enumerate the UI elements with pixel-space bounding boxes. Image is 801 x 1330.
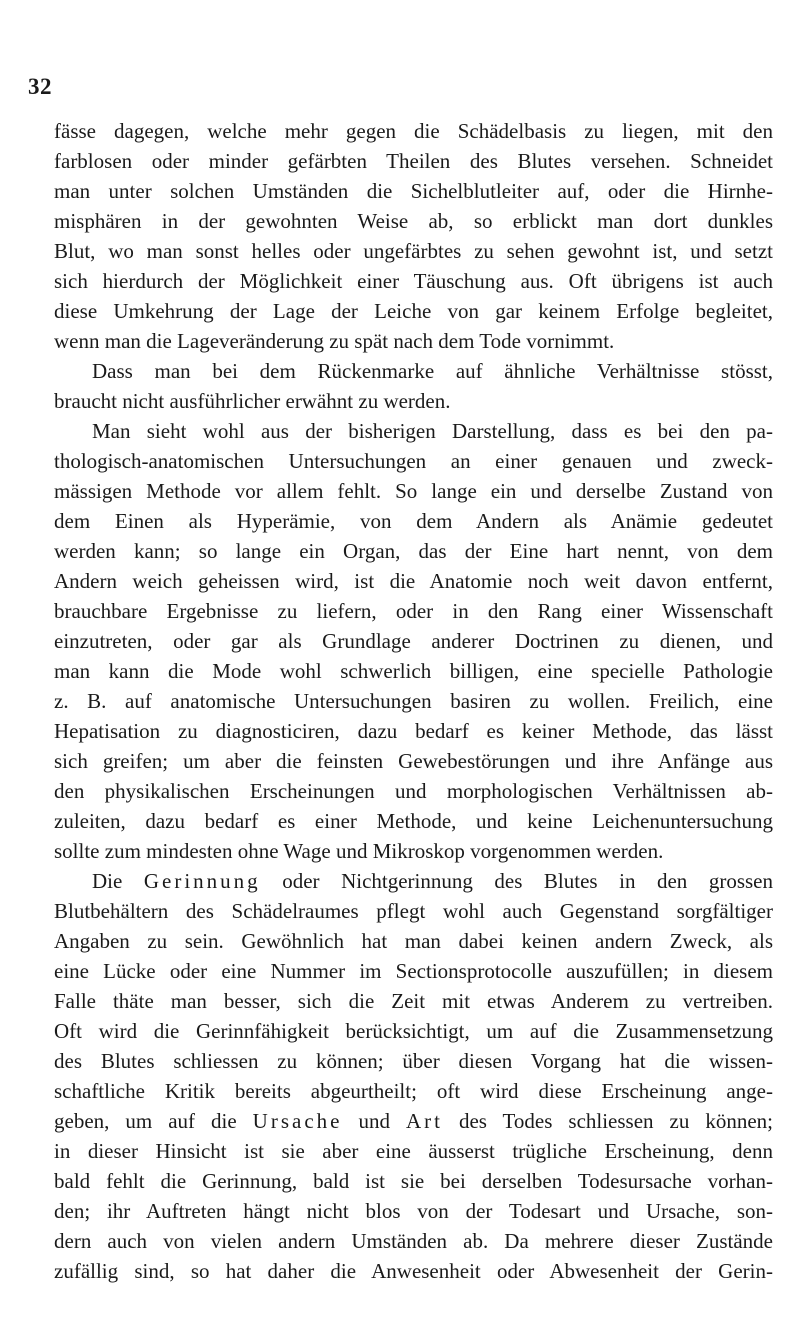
text-line: werden kann; so lange ein Organ, das der Eine hart nennt, von dem (54, 539, 773, 563)
paragraph-group-3 (54, 1136, 773, 1286)
paragraph-group-1 (54, 116, 773, 866)
text-line: schaftliche Kritik bereits abgeurtheilt; oft wird diese Erscheinung ange- (54, 1079, 773, 1103)
text-line: dem Einen als Hyperämie, von dem Andern als Anämie gedeutet (54, 509, 773, 533)
text-segment: geben, um auf die (54, 1109, 253, 1133)
text-line: Hepatisation zu diagnosticiren, dazu bedarf es keiner Methode, das lässt (54, 719, 773, 743)
text-line: den physikalischen Erscheinungen und morphologischen Verhältnissen ab- (54, 779, 773, 803)
text-line: des Blutes schliessen zu können; über diesen Vorgang hat die wissen- (54, 1049, 773, 1073)
emphasis-spaced: Art (405, 1109, 443, 1133)
text-segment: des Todes schliessen zu können; (442, 1109, 774, 1133)
text-line: Andern weich geheissen wird, ist die Anatomie noch weit davon entfernt, (54, 569, 773, 593)
text-line: man unter solchen Umständen die Sichelblutleiter auf, oder die Hirnhe- (54, 179, 773, 203)
text-line: wenn man die Lageveränderung zu spät nach dem Tode vornimmt. (54, 329, 615, 353)
text-line: Blut, wo man sonst helles oder ungefärbtes zu sehen gewohnt ist, und setzt (54, 239, 773, 263)
text-line-gerinnung (54, 866, 773, 896)
text-line: in dieser Hinsicht ist sie aber eine äusserst trügliche Erscheinung, denn (54, 1139, 773, 1163)
text-line: farblosen oder minder gefärbten Theilen des Blutes versehen. Schneidet (54, 149, 773, 173)
text-line: Man sieht wohl aus der bisherigen Darstellung, dass es bei den pa- (92, 419, 773, 443)
text-line: Dass man bei dem Rückenmarke auf ähnliche Verhältnisse stösst, (92, 359, 773, 383)
text-line: sich hierdurch der Möglichkeit einer Täuschung aus. Oft übrigens ist auch (54, 269, 773, 293)
text-line: sich greifen; um aber die feinsten Gewebestörungen und ihre Anfänge aus (54, 749, 773, 773)
text-line: man kann die Mode wohl schwerlich billigen, eine specielle Pathologie (54, 659, 773, 683)
text-line: Blutbehältern des Schädelraumes pflegt wohl auch Gegenstand sorgfältiger (54, 899, 773, 923)
emphasis-spaced: Gerinnung (143, 869, 261, 893)
body-text (54, 116, 773, 1286)
text-line: Falle thäte man besser, sich die Zeit mit etwas Anderem zu vertreiben. (54, 989, 773, 1013)
paragraph-group-2 (54, 896, 773, 1106)
text-line: den; ihr Auftreten hängt nicht blos von der Todesart und Ursache, son- (54, 1199, 773, 1223)
emphasis-spaced: Ursache (252, 1109, 343, 1133)
page-number: 32 (28, 74, 52, 99)
text-line: zuleiten, dazu bedarf es einer Methode, und keine Leichenuntersuchung (54, 809, 773, 833)
text-segment: Die (92, 869, 144, 893)
text-line: brauchbare Ergebnisse zu liefern, oder in den Rang einer Wissenschaft (54, 599, 773, 623)
text-segment: und (342, 1109, 406, 1133)
text-line: mässigen Methode vor allem fehlt. So lange ein und derselbe Zustand von (54, 479, 773, 503)
text-line: fässe dagegen, welche mehr gegen die Schädelbasis zu liegen, mit den (54, 119, 773, 143)
text-line: dern auch von vielen andern Umständen ab. Da mehrere dieser Zustände (54, 1229, 773, 1253)
text-line: bald fehlt die Gerinnung, bald ist sie bei derselben Todesursache vorhan- (54, 1169, 773, 1193)
text-line: z. B. auf anatomische Untersuchungen basiren zu wollen. Freilich, eine (54, 689, 773, 713)
text-line: misphären in der gewohnten Weise ab, so erblickt man dort dunkles (54, 209, 773, 233)
text-line: diese Umkehrung der Lage der Leiche von gar keinem Erfolge begleitet, (54, 299, 773, 323)
text-line: Oft wird die Gerinnfähigkeit berücksichtigt, um auf die Zusammensetzung (54, 1019, 773, 1043)
text-line: sollte zum mindesten ohne Wage und Mikroskop vorgenommen werden. (54, 839, 664, 863)
text-line: thologisch-anatomischen Untersuchungen an einer genauen und zweck- (54, 449, 773, 473)
text-line: einzutreten, oder gar als Grundlage anderer Doctrinen zu dienen, und (54, 629, 773, 653)
text-line: braucht nicht ausführlicher erwähnt zu werden. (54, 389, 451, 413)
text-line: zufällig sind, so hat daher die Anwesenheit oder Abwesenheit der Gerin- (54, 1259, 773, 1283)
text-line: Angaben zu sein. Gewöhnlich hat man dabei keinen andern Zweck, als (54, 929, 773, 953)
text-line-ursache (54, 1106, 773, 1136)
text-segment: oder Nichtgerinnung des Blutes in den grossen (260, 869, 773, 893)
text-line: eine Lücke oder eine Nummer im Sectionsprotocolle auszufüllen; in diesem (54, 959, 773, 983)
